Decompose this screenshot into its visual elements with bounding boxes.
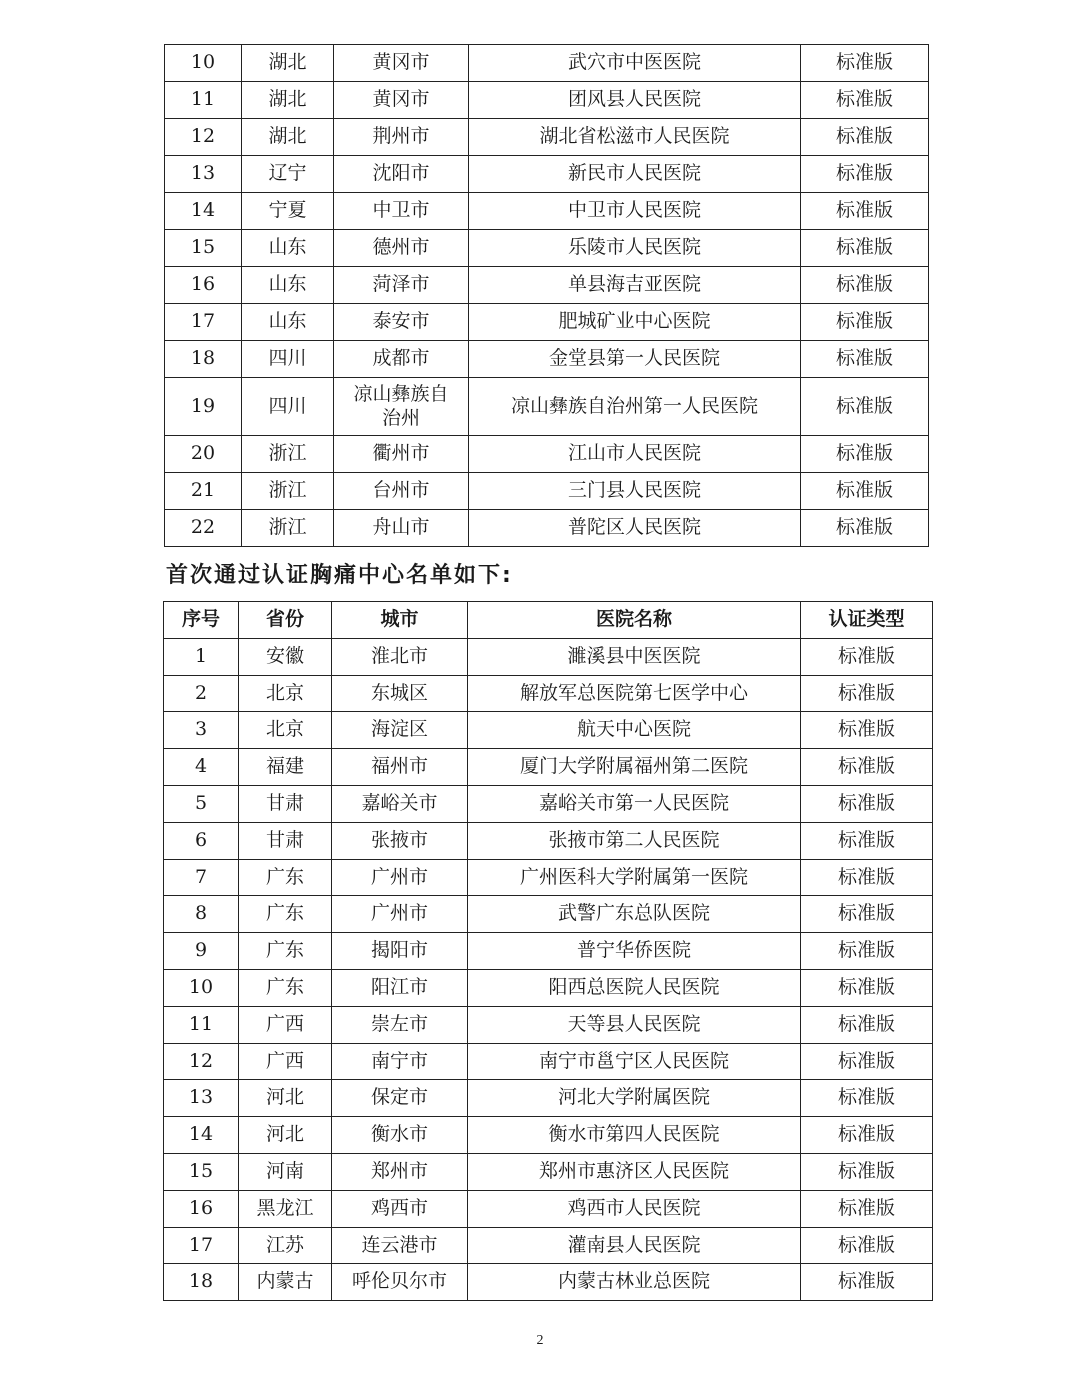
row-province: 山东 [242, 304, 334, 341]
row-certification-type: 标准版 [801, 156, 929, 193]
row-hospital-name: 张掖市第二人民医院 [468, 822, 801, 859]
row-city: 沈阳市 [334, 156, 469, 193]
row-hospital-name: 天等县人民医院 [468, 1006, 801, 1043]
row-index: 11 [165, 82, 242, 119]
table-row [164, 1264, 933, 1301]
row-certification-type: 标准版 [801, 378, 929, 436]
row-province: 广西 [239, 1043, 332, 1080]
row-province: 安徽 [239, 638, 332, 675]
row-hospital-name: 团风县人民医院 [469, 82, 801, 119]
row-city: 连云港市 [332, 1227, 468, 1264]
row-index: 18 [164, 1264, 239, 1301]
row-province: 宁夏 [242, 193, 334, 230]
row-index: 15 [164, 1153, 239, 1190]
row-province: 湖北 [242, 82, 334, 119]
row-certification-type: 标准版 [801, 1006, 933, 1043]
row-index: 12 [164, 1043, 239, 1080]
row-province: 广东 [239, 933, 332, 970]
row-province: 黑龙江 [239, 1190, 332, 1227]
row-index: 18 [165, 341, 242, 378]
row-certification-type: 标准版 [801, 1080, 933, 1117]
row-province: 四川 [242, 341, 334, 378]
row-index: 14 [165, 193, 242, 230]
row-city: 衡水市 [332, 1117, 468, 1154]
row-certification-type: 标准版 [801, 341, 929, 378]
row-city: 舟山市 [334, 510, 469, 547]
row-hospital-name: 解放军总医院第七医学中心 [468, 675, 801, 712]
row-hospital-name: 凉山彝族自治州第一人民医院 [469, 378, 801, 436]
row-city: 郑州市 [332, 1153, 468, 1190]
row-certification-type: 标准版 [801, 896, 933, 933]
row-city: 崇左市 [332, 1006, 468, 1043]
table-row [164, 1227, 933, 1264]
row-city: 菏泽市 [334, 267, 469, 304]
table-row [164, 822, 933, 859]
row-hospital-name: 三门县人民医院 [469, 473, 801, 510]
row-hospital-name: 灌南县人民医院 [468, 1227, 801, 1264]
row-province: 浙江 [242, 510, 334, 547]
row-city: 福州市 [332, 749, 468, 786]
row-province: 福建 [239, 749, 332, 786]
continued-hospital-table [164, 44, 929, 547]
row-city: 广州市 [332, 859, 468, 896]
row-hospital-name: 嘉峪关市第一人民医院 [468, 785, 801, 822]
table-row [164, 859, 933, 896]
row-province: 广东 [239, 896, 332, 933]
row-province: 浙江 [242, 473, 334, 510]
row-certification-type: 标准版 [801, 1264, 933, 1301]
row-certification-type: 标准版 [801, 675, 933, 712]
table-header-row [164, 602, 933, 639]
row-province: 山东 [242, 267, 334, 304]
row-certification-type: 标准版 [801, 304, 929, 341]
row-city: 保定市 [332, 1080, 468, 1117]
row-province: 广东 [239, 969, 332, 1006]
row-city: 鸡西市 [332, 1190, 468, 1227]
table-row [164, 1190, 933, 1227]
header-certification-type: 认证类型 [801, 602, 933, 639]
table-row [165, 82, 929, 119]
table-row [164, 638, 933, 675]
row-index: 7 [164, 859, 239, 896]
row-province: 广西 [239, 1006, 332, 1043]
row-index: 1 [164, 638, 239, 675]
row-certification-type: 标准版 [801, 1043, 933, 1080]
row-hospital-name: 厦门大学附属福州第二医院 [468, 749, 801, 786]
table-row [165, 230, 929, 267]
page-number: 2 [536, 1333, 544, 1348]
row-certification-type: 标准版 [801, 119, 929, 156]
row-hospital-name: 衡水市第四人民医院 [468, 1117, 801, 1154]
table-row [165, 436, 929, 473]
row-hospital-name: 鸡西市人民医院 [468, 1190, 801, 1227]
row-index: 13 [165, 156, 242, 193]
row-city: 荆州市 [334, 119, 469, 156]
row-certification-type: 标准版 [801, 45, 929, 82]
row-city: 海淀区 [332, 712, 468, 749]
row-city: 衢州市 [334, 436, 469, 473]
row-province: 甘肃 [239, 785, 332, 822]
header-province: 省份 [239, 602, 332, 639]
row-province: 浙江 [242, 436, 334, 473]
table-row [164, 1006, 933, 1043]
row-certification-type: 标准版 [801, 1153, 933, 1190]
row-city: 黄冈市 [334, 82, 469, 119]
table-row [165, 473, 929, 510]
table-row [164, 933, 933, 970]
row-city: 泰安市 [334, 304, 469, 341]
row-province: 河北 [239, 1117, 332, 1154]
table-row [164, 896, 933, 933]
row-hospital-name: 普宁华侨医院 [468, 933, 801, 970]
row-hospital-name: 航天中心医院 [468, 712, 801, 749]
row-province: 北京 [239, 675, 332, 712]
header-index: 序号 [164, 602, 239, 639]
row-city: 德州市 [334, 230, 469, 267]
first-certified-hospital-table [163, 601, 933, 1301]
table-row [165, 267, 929, 304]
row-province: 辽宁 [242, 156, 334, 193]
row-province: 山东 [242, 230, 334, 267]
table-row [165, 45, 929, 82]
row-province: 甘肃 [239, 822, 332, 859]
table-row [165, 156, 929, 193]
row-hospital-name: 中卫市人民医院 [469, 193, 801, 230]
row-certification-type: 标准版 [801, 1190, 933, 1227]
row-city: 黄冈市 [334, 45, 469, 82]
row-certification-type: 标准版 [801, 859, 933, 896]
row-index: 12 [165, 119, 242, 156]
row-city: 凉山彝族自治州 [334, 378, 469, 436]
row-certification-type: 标准版 [801, 638, 933, 675]
row-city: 台州市 [334, 473, 469, 510]
table-row [165, 304, 929, 341]
table-row [165, 193, 929, 230]
row-hospital-name: 单县海吉亚医院 [469, 267, 801, 304]
row-certification-type: 标准版 [801, 785, 933, 822]
section-heading: 首次通过认证胸痛中心名单如下: [166, 563, 513, 588]
row-hospital-name: 郑州市惠济区人民医院 [468, 1153, 801, 1190]
row-index: 11 [164, 1006, 239, 1043]
row-city: 成都市 [334, 341, 469, 378]
row-index: 5 [164, 785, 239, 822]
row-index: 9 [164, 933, 239, 970]
row-index: 2 [164, 675, 239, 712]
row-certification-type: 标准版 [801, 969, 933, 1006]
row-province: 河南 [239, 1153, 332, 1190]
row-index: 17 [165, 304, 242, 341]
row-index: 16 [165, 267, 242, 304]
row-hospital-name: 武警广东总队医院 [468, 896, 801, 933]
row-province: 内蒙古 [239, 1264, 332, 1301]
row-province: 湖北 [242, 119, 334, 156]
table-row [165, 510, 929, 547]
row-hospital-name: 普陀区人民医院 [469, 510, 801, 547]
row-hospital-name: 金堂县第一人民医院 [469, 341, 801, 378]
row-index: 16 [164, 1190, 239, 1227]
row-certification-type: 标准版 [801, 510, 929, 547]
row-hospital-name: 湖北省松滋市人民医院 [469, 119, 801, 156]
row-index: 22 [165, 510, 242, 547]
row-hospital-name: 阳西总医院人民医院 [468, 969, 801, 1006]
row-city: 东城区 [332, 675, 468, 712]
row-province: 北京 [239, 712, 332, 749]
table-row [164, 1043, 933, 1080]
row-city: 中卫市 [334, 193, 469, 230]
row-city: 淮北市 [332, 638, 468, 675]
row-hospital-name: 新民市人民医院 [469, 156, 801, 193]
row-city: 呼伦贝尔市 [332, 1264, 468, 1301]
table-row [164, 1080, 933, 1117]
first-certified-hospital-table-body [164, 638, 933, 1300]
row-hospital-name: 肥城矿业中心医院 [469, 304, 801, 341]
row-certification-type: 标准版 [801, 749, 933, 786]
row-index: 8 [164, 896, 239, 933]
row-certification-type: 标准版 [801, 1117, 933, 1154]
row-hospital-name: 河北大学附属医院 [468, 1080, 801, 1117]
row-hospital-name: 乐陵市人民医院 [469, 230, 801, 267]
header-hospital-name: 医院名称 [468, 602, 801, 639]
row-index: 6 [164, 822, 239, 859]
table-row [165, 378, 929, 436]
row-hospital-name: 武穴市中医医院 [469, 45, 801, 82]
row-certification-type: 标准版 [801, 1227, 933, 1264]
continued-hospital-table-body [165, 45, 929, 547]
row-index: 15 [165, 230, 242, 267]
table-row [164, 785, 933, 822]
row-city: 嘉峪关市 [332, 785, 468, 822]
row-index: 10 [165, 45, 242, 82]
row-certification-type: 标准版 [801, 267, 929, 304]
row-index: 20 [165, 436, 242, 473]
row-hospital-name: 广州医科大学附属第一医院 [468, 859, 801, 896]
row-certification-type: 标准版 [801, 82, 929, 119]
row-certification-type: 标准版 [801, 193, 929, 230]
row-hospital-name: 南宁市邕宁区人民医院 [468, 1043, 801, 1080]
table-row [165, 119, 929, 156]
table-row [164, 969, 933, 1006]
row-hospital-name: 濉溪县中医医院 [468, 638, 801, 675]
row-city: 广州市 [332, 896, 468, 933]
table-row [164, 749, 933, 786]
row-province: 河北 [239, 1080, 332, 1117]
row-index: 17 [164, 1227, 239, 1264]
row-city: 张掖市 [332, 822, 468, 859]
row-certification-type: 标准版 [801, 436, 929, 473]
row-certification-type: 标准版 [801, 473, 929, 510]
row-province: 四川 [242, 378, 334, 436]
table-row [164, 675, 933, 712]
row-index: 4 [164, 749, 239, 786]
row-index: 14 [164, 1117, 239, 1154]
row-hospital-name: 江山市人民医院 [469, 436, 801, 473]
row-province: 江苏 [239, 1227, 332, 1264]
row-index: 21 [165, 473, 242, 510]
row-index: 13 [164, 1080, 239, 1117]
table-row [165, 341, 929, 378]
row-certification-type: 标准版 [801, 822, 933, 859]
row-index: 19 [165, 378, 242, 436]
header-city: 城市 [332, 602, 468, 639]
row-certification-type: 标准版 [801, 230, 929, 267]
table-row [164, 1153, 933, 1190]
row-certification-type: 标准版 [801, 933, 933, 970]
row-city: 南宁市 [332, 1043, 468, 1080]
row-hospital-name: 内蒙古林业总医院 [468, 1264, 801, 1301]
table-row [164, 1117, 933, 1154]
row-city: 阳江市 [332, 969, 468, 1006]
table-row [164, 712, 933, 749]
row-index: 10 [164, 969, 239, 1006]
row-certification-type: 标准版 [801, 712, 933, 749]
row-province: 湖北 [242, 45, 334, 82]
row-index: 3 [164, 712, 239, 749]
row-province: 广东 [239, 859, 332, 896]
row-city: 揭阳市 [332, 933, 468, 970]
